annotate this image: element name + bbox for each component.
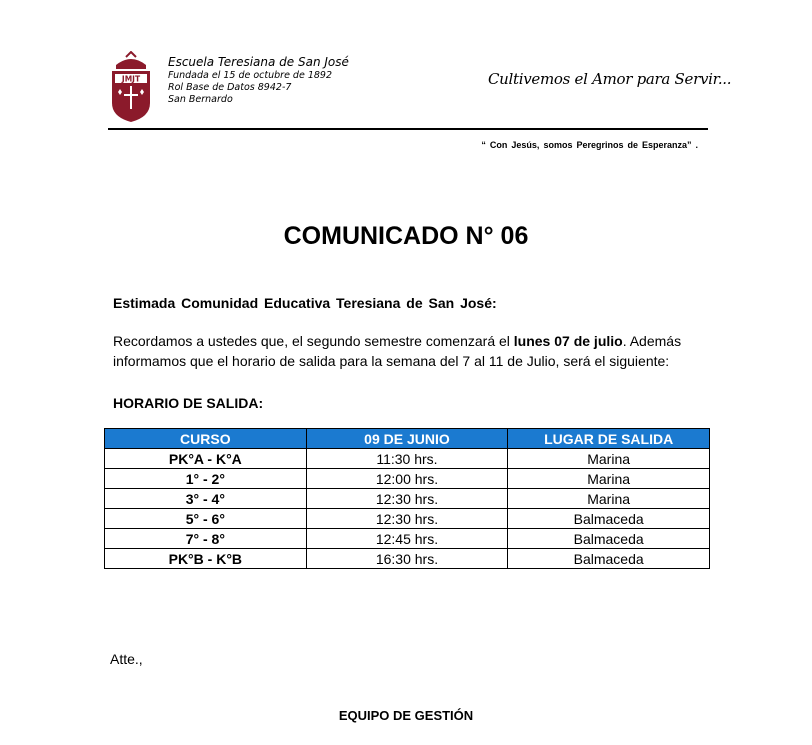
body-line-1-start: Recordamos a ustedes que, el segundo semestre comenzará el: [113, 333, 514, 349]
table-row: [105, 509, 710, 529]
logo-text: JMJT: [121, 74, 141, 84]
header-quote: “ Con Jesús, somos Peregrinos de Esperanza” .: [481, 140, 698, 150]
time-cell: 16:30 hrs.: [306, 549, 508, 569]
course-cell: 3° - 4°: [105, 489, 307, 509]
header-divider: [108, 128, 708, 130]
school-crest-icon: [108, 51, 154, 123]
time-cell: 12:30 hrs.: [306, 509, 508, 529]
course-cell: 5° - 6°: [105, 509, 307, 529]
schedule-table: [104, 428, 710, 569]
body-line-1: [113, 333, 681, 349]
body-line-2: informamos que el horario de salida para la semana del 7 al 11 de Julio, será el siguiente:: [113, 353, 670, 369]
location-cell: Balmaceda: [508, 529, 710, 549]
table-row: [105, 449, 710, 469]
school-city: San Bernardo: [168, 93, 233, 105]
table-row: [105, 469, 710, 489]
founded-date: Fundada el 15 de octubre de 1892: [168, 70, 333, 81]
document-title: COMUNICADO N° 06: [283, 222, 529, 250]
body-line-1-end: . Además: [622, 333, 682, 349]
time-cell: 12:45 hrs.: [306, 529, 508, 549]
schedule-heading: HORARIO DE SALIDA:: [113, 395, 264, 411]
header-location: LUGAR DE SALIDA: [508, 429, 710, 449]
start-date-emphasis: lunes 07 de julio: [513, 333, 623, 349]
header-course: CURSO: [105, 429, 307, 449]
time-cell: 11:30 hrs.: [306, 449, 508, 469]
table-row: [105, 549, 710, 569]
location-cell: Balmaceda: [508, 509, 710, 529]
time-cell: 12:30 hrs.: [306, 489, 508, 509]
table-row: [105, 529, 710, 549]
location-cell: Balmaceda: [508, 549, 710, 569]
signature: EQUIPO DE GESTIÓN: [338, 708, 474, 723]
location-cell: Marina: [508, 489, 710, 509]
school-name: Escuela Teresiana de San José: [168, 55, 349, 69]
time-cell: 12:00 hrs.: [306, 469, 508, 489]
closing: Atte.,: [110, 651, 143, 667]
location-cell: Marina: [508, 469, 710, 489]
header-time: 09 DE JUNIO: [306, 429, 508, 449]
table-header-row: [105, 429, 710, 449]
course-cell: PK°B - K°B: [105, 549, 307, 569]
course-cell: 7° - 8°: [105, 529, 307, 549]
course-cell: 1° - 2°: [105, 469, 307, 489]
school-rbd: Rol Base de Datos 8942-7: [168, 81, 292, 93]
school-motto: Cultivemos el Amor para Servir...: [488, 70, 732, 88]
school-info: [168, 55, 349, 106]
location-cell: Marina: [508, 449, 710, 469]
course-cell: PK°A - K°A: [105, 449, 307, 469]
table-row: [105, 489, 710, 509]
greeting: Estimada Comunidad Educativa Teresiana de San José:: [113, 295, 497, 311]
